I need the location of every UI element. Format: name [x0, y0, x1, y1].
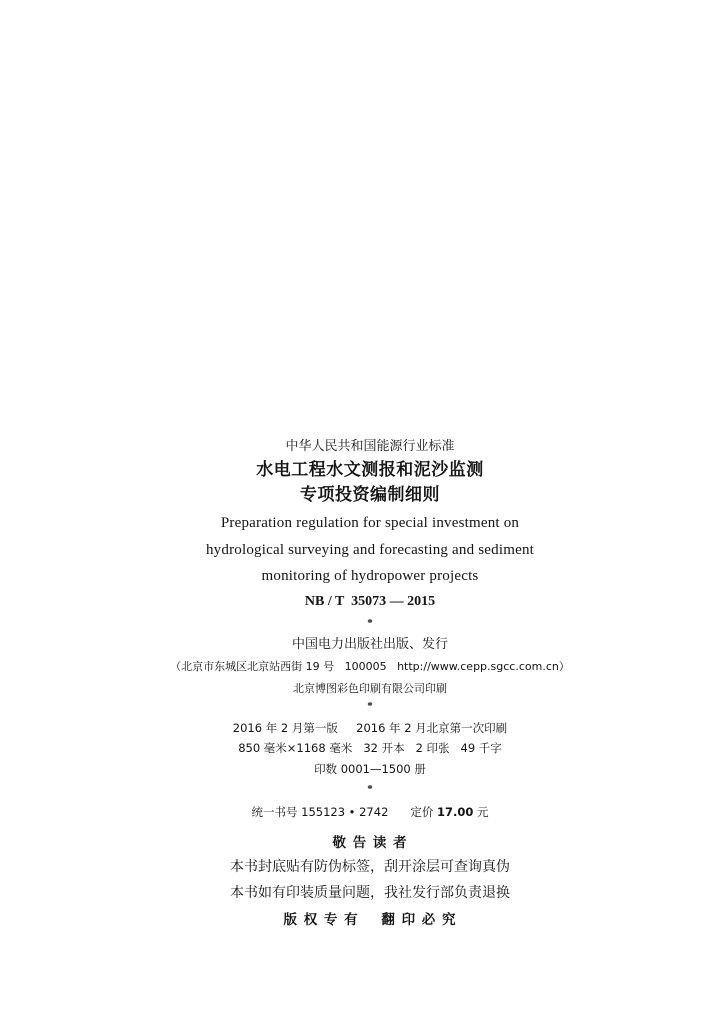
notice-line-2: 本书如有印装质量问题，我社发行部负责退换 [230, 885, 510, 901]
separator-star: * [367, 783, 373, 795]
print-run: 印数 0001—1500 册 [314, 762, 426, 776]
price-value: 17.00 [436, 805, 474, 819]
publisher-name: 中国电力出版社出版、发行 [291, 637, 448, 652]
standard-number: NB / T 35073 — 2015 [304, 594, 436, 609]
book-info-line [0, 804, 724, 820]
notice-line-1: 本书封底贴有防伪标签，刮开涂层可查询真伪 [230, 859, 510, 875]
chinese-title-line-2: 专项投资编制细则 [300, 485, 440, 505]
separator-star: * [367, 617, 373, 629]
english-title-line-1: Preparation regulation for special investment on [220, 515, 520, 531]
price-label: 定价 [410, 805, 437, 819]
book-format: 850 毫米×1168 毫米 32 开本 2 印张 49 千字 [238, 741, 502, 755]
chinese-title-line-1: 水电工程水文测报和泥沙监测 [256, 460, 484, 480]
printer-name: 北京博图彩色印刷有限公司印刷 [293, 682, 447, 695]
english-title-line-2: hydrological surveying and forecasting and sediment [205, 542, 535, 558]
copyright-statement: 版 权 专 有 翻 印 必 究 [283, 912, 457, 928]
spacer [388, 805, 410, 819]
english-title-line-3: monitoring of hydropower projects [261, 568, 479, 584]
notice-heading: 敬 告 读 者 [332, 835, 408, 851]
book-number: 统一书号 155123 • 2742 [251, 805, 389, 819]
standard-category: 中华人民共和国能源行业标准 [285, 439, 455, 454]
separator-star: * [367, 700, 373, 712]
edition-dates: 2016 年 2 月第一版 2016 年 2 月北京第一次印刷 [232, 721, 508, 735]
price-unit: 元 [473, 805, 489, 819]
publisher-address: （北京市东城区北京站西街 19 号 100005 http://www.cepp.sgcc.com.cn） [170, 660, 570, 673]
